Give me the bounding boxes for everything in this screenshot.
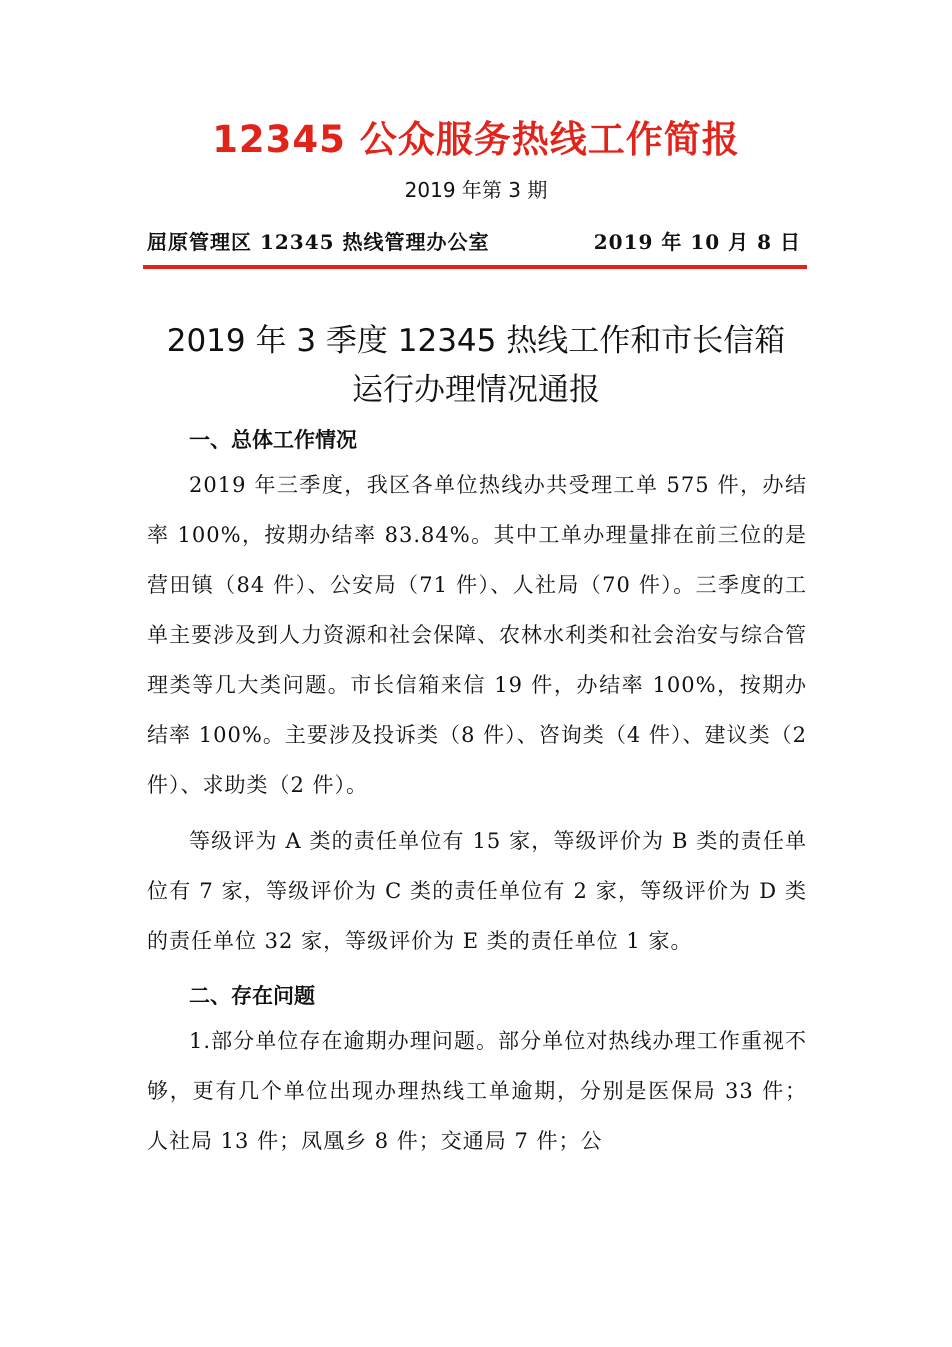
issue-date: 2019 年 10 月 8 日 — [593, 230, 801, 254]
office-date-row — [147, 226, 807, 258]
paragraph-overall-summary: 2019 年三季度，我区各单位热线办共受理工单 575 件，办结率 100%，按期办结率 83.84%。其中工单办理量排在前三位的是营田镇（84 件）、公安局（71 件）、人社局（70 件）。三季度的工单主要涉及到人力资源和社会保障、农林水利类和社会治安与综合管理类等几大类问题。市长信箱来信 19 件，办结率 100%，按期办结率 100%。主要涉及投诉类（8 件）、咨询类（4 件）、建议类（2 件）、求助类（2 件）。 — [147, 473, 807, 797]
issuing-office: 屈原管理区 12345 热线管理办公室 — [147, 230, 490, 254]
paragraph-grade-evaluation: 等级评为 A 类的责任单位有 15 家，等级评价为 B 类的责任单位有 7 家，等级评价为 C 类的责任单位有 2 家，等级评价为 D 类的责任单位 32 家，等级评价为 E 类的责任单位 1 家。 — [147, 829, 807, 953]
document-title — [0, 317, 952, 415]
document-title-line-1: 2019 年 3 季度 12345 热线工作和市长信箱 — [166, 323, 786, 359]
issue-number: 2019 年第 3 期 — [404, 178, 548, 202]
bulletin-title: 12345 公众服务热线工作简报 — [212, 118, 740, 161]
document-body — [147, 420, 807, 1166]
section-heading-problems: 二、存在问题 — [189, 984, 315, 1008]
red-divider-rule — [143, 265, 807, 269]
document-title-line-2: 运行办理情况通报 — [352, 372, 600, 408]
section-heading-overall: 一、总体工作情况 — [189, 428, 357, 452]
paragraph-overdue-issues: 1.部分单位存在逾期办理问题。部分单位对热线办理工作重视不够，更有几个单位出现办理热线工单逾期，分别是医保局 33 件；人社局 13 件；凤凰乡 8 件；交通局 7 件；公 — [147, 1029, 807, 1153]
